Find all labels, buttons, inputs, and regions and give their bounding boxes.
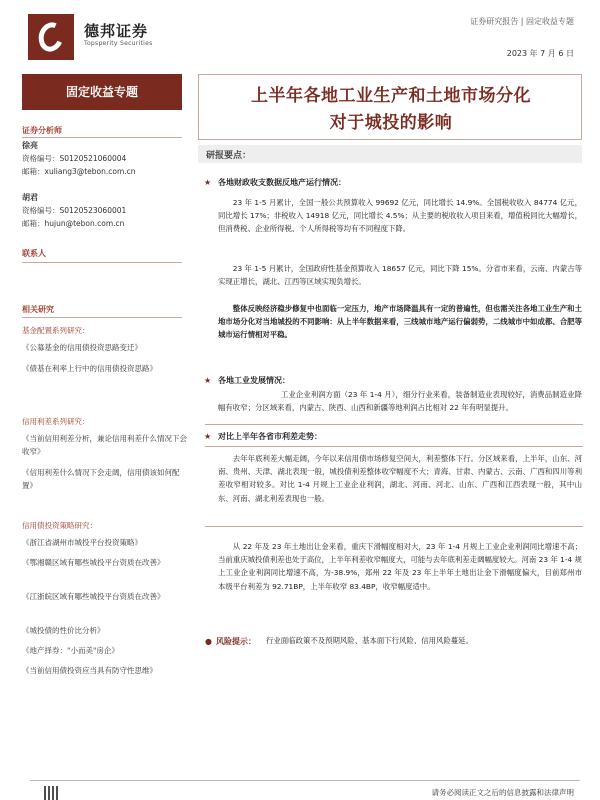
page-header [0, 0, 600, 70]
related-report-link[interactable]: 《公募基金的信用债投资思路变迁》 [22, 343, 142, 352]
related-report-link[interactable]: 《信用利差什么情况下会走阔，信用债该如何配置》 [22, 468, 180, 490]
analyst-email[interactable]: 邮箱：xuliang3@tebon.com.cn [22, 167, 136, 176]
star-bullet-icon: ★ [204, 376, 212, 385]
footer-divider [30, 780, 580, 781]
company-logo-icon [28, 14, 74, 60]
analyst-name: 徐亮 [22, 141, 38, 150]
divider [22, 262, 182, 263]
divider [22, 137, 182, 138]
related-report-link[interactable]: 《债基在利率上行中的信用债投资思路》 [22, 364, 157, 373]
contact-section-label: 联系人 [22, 249, 46, 258]
paragraph: 23 年 1-5 月累计，全国政府性基金预算收入 18657 亿元，同比下降 15%。分省市来看，云南、内蒙古等实现正增长，湖北、江西等区域实现负增长。 [218, 264, 582, 287]
report-type: 证券研究报告 | 固定收益专题 [470, 17, 574, 26]
star-bullet-icon: ★ [204, 178, 212, 187]
related-section-label: 相关研究 [22, 305, 54, 314]
star-bullet-icon: ★ [204, 432, 212, 441]
bullet-icon: ● [205, 637, 212, 646]
report-title-line2: 对于城投的影响 [329, 113, 453, 133]
sidebar [0, 70, 196, 800]
related-group-title: 基金配置系列研究： [22, 326, 90, 335]
divider [205, 526, 583, 527]
paragraph: 去年年底利差大幅走阔，今年以来信用债市场修复空间大，利差整体下行。分区域来看，上半年，山东、河南、贵州、天津、湖北表现一般，城投债利差整体收窄幅度不大；青海、甘肃、内蒙古、云南、广西和四川等利差收窄相对较多。对比 1-4 月规上工业企业利润，湖北、河南、河北、山东、广西和江西表现一般，其中山东、河南、湖北利差表现也一般。 [218, 454, 582, 503]
qr-code-icon [44, 786, 58, 800]
analyst-cert: 资格编号：S0120523060001 [22, 206, 127, 215]
analyst-name: 胡君 [22, 193, 38, 202]
highlights-header [198, 145, 582, 163]
category-banner: 固定收益专题 [22, 74, 182, 110]
section-heading: 对比上半年各省市利差走势： [218, 431, 322, 441]
related-report-link[interactable]: 《江浙皖区域有哪些城投平台资质在改善》 [22, 592, 165, 601]
divider [22, 317, 182, 318]
related-report-link[interactable]: 《当前信用利差分析，兼论信用利差什么情况下会收窄》 [22, 434, 187, 456]
paragraph: 23 年 1-5 月累计，全国一般公共预算收入 99692 亿元，同比增长 14.9%。全国税收收入 84774 亿元，同比增长 17%；非税收入 14918 亿元，同比增长 4.5%；从主要的税收收入项目来看，增值税同比大幅增长，但消费税、企业所得税、个人所得税等均有不同程度下降。 [218, 198, 582, 234]
analyst-email[interactable]: 邮箱：hujun@tebon.com.cn [22, 219, 125, 228]
report-date: 2023 年 7 月 6 日 [506, 49, 574, 58]
divider [205, 446, 583, 447]
section-heading: 各地财政收支数据反地产运行情况： [218, 177, 346, 187]
related-group-title: 信用债投资策略研究： [22, 521, 97, 530]
paragraph: 工业企业利润方面（23 年 1-4 月），细分行业来看，装备制造业表现较好，消费品制造业降幅有收窄；分区域来看，内蒙古、陕西、山西和新疆等地利润占比相对 22 年有明显提升。 [218, 390, 582, 413]
report-title-line1: 上半年各地工业生产和土地市场分化 [251, 86, 531, 106]
risk-label: 风险提示： [216, 636, 256, 646]
related-report-link[interactable]: 《地产择券："小而美"房企》 [22, 646, 119, 655]
related-report-link[interactable]: 《浙江省湖州市城投平台投资策略》 [22, 538, 142, 547]
related-report-link[interactable]: 《鄂湘赣区域有哪些城投平台资质在改善》 [22, 558, 165, 567]
related-group-title: 信用利差系列研究： [22, 417, 90, 426]
paragraph: 整体反映经济稳步修复中也面临一定压力，地产市场降温具有一定的普遍性，但也需关注各地工业生产和土地市场分化对当地城投的不同影响：从上半年数据来看，三线城市地产运行偏弱势，二线城市中如成都、合肥等城市运行情相对平稳。 [218, 304, 582, 340]
related-report-link[interactable]: 《当前信用债投资应当具有防守性思维》 [22, 666, 157, 675]
logo-text-cn: 德邦证券 [84, 22, 149, 40]
paragraph: 从 22 年及 23 年土地出让金来看，重庆下滑幅度相对大，23 年 1-4 月规上工业企业利润同比增速不高；当前重庆城投债利差也处于高位，上半年利差收窄幅度大，可能与去年底利差走阔幅度较大。河南 23 年 1-4 规上工业企业利润同比增速不高，为-38.9%，郑州 22 年及 23 年上半年土地出让金下滑幅度偏大，目前郑州市本级平台利差为 92.71BP，上半年收窄 83.4BP，收窄幅度适中。 [218, 542, 582, 591]
analyst-cert: 资格编号：S0120521060004 [22, 154, 127, 163]
divider [205, 424, 583, 425]
risk-text: 行业面临政策不及预期风险、基本面下行风险、信用风险蔓延。 [266, 636, 473, 645]
section-heading: 各地工业发展情况： [218, 375, 290, 385]
disclaimer-note: 请务必阅读正文之后的信息披露和法律声明 [431, 788, 574, 797]
analyst-section-label: 证券分析师 [22, 126, 62, 135]
report-title-box [198, 74, 582, 140]
highlights-label: 研报要点： [206, 151, 252, 161]
related-report-link[interactable]: 《城投债的性价比分析》 [22, 626, 105, 635]
logo-text-en: Topsperity Securities [84, 40, 153, 47]
